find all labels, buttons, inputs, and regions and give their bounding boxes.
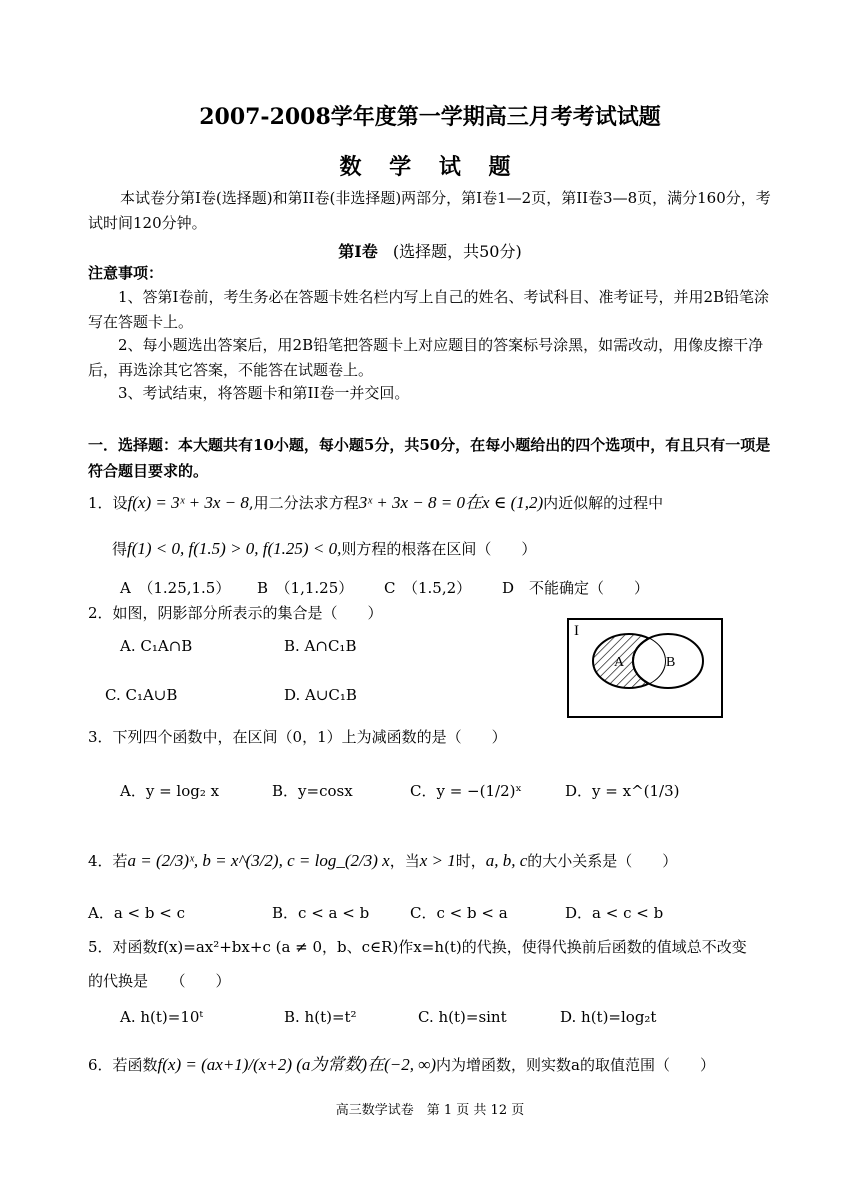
notes-item-3: 3、考试结束，将答题卡和第II卷一并交回。 bbox=[118, 384, 410, 402]
page-footer: 高三数学试卷 第 1 页 共 12 页 bbox=[335, 1103, 525, 1118]
q2-option-c: C. C₁A∪B bbox=[105, 686, 178, 704]
q5-line1: 5．对函数f(x)=ax²+bx+c (a ≠ 0，b、c∈R)作x=h(t)的代换，使得代换前后函数的值域总不改变 bbox=[88, 938, 747, 956]
q1-option-a: A （1.25,1.5） bbox=[120, 579, 231, 597]
page-subtitle: 数 学 试 题 bbox=[339, 154, 521, 180]
intro-paragraph: 本试卷分第I卷(选择题)和第II卷(非选择题)两部分，第I卷1—2页，第II卷3—8页，满分160分，考试时间120分钟。 bbox=[88, 189, 771, 232]
q4-suffix: 的大小关系是（ ） bbox=[527, 852, 678, 870]
q2-stem: 2．如图，阴影部分所表示的集合是（ ） bbox=[88, 604, 383, 622]
q3-stem: 3．下列四个函数中，在区间（0，1）上为减函数的是（ ） bbox=[88, 728, 507, 746]
q4-mid2: 时， bbox=[455, 852, 486, 870]
q4-option-d: D．a < c < b bbox=[565, 904, 664, 922]
q2-option-b: B. A∩C₁B bbox=[284, 637, 357, 655]
q4-option-b: B．c < a < b bbox=[272, 904, 370, 922]
q3-option-b: B．y=cosx bbox=[272, 782, 353, 800]
q1-suffix: 内近似解的过程中 bbox=[543, 494, 664, 512]
q1-formula: f(x) = 3ˣ + 3x − 8 bbox=[127, 493, 249, 512]
q1-option-d: D 不能确定（ ） bbox=[502, 579, 650, 597]
q3-option-d: D．y = x^(1/3) bbox=[565, 782, 680, 800]
q1-equation: 3ˣ + 3x − 8 = 0在x ∈ (1,2) bbox=[358, 493, 544, 512]
q5-option-b: B. h(t)=t² bbox=[284, 1008, 357, 1026]
q1-line2 bbox=[112, 538, 536, 559]
notes-title: 注意事项： bbox=[88, 264, 164, 282]
section-heading bbox=[0, 239, 860, 262]
q4-option-a: A．a < b < c bbox=[88, 904, 185, 922]
q1-line1 bbox=[88, 488, 663, 513]
q4-prefix: 4．若 bbox=[88, 852, 128, 870]
section-heading-rest: (选择题，共50分) bbox=[392, 242, 522, 261]
q2-option-a: A. C₁A∩B bbox=[120, 637, 193, 655]
q5-option-c: C. h(t)=sint bbox=[418, 1008, 507, 1026]
section-heading-bold: 第I卷 bbox=[338, 242, 378, 261]
notes-item-1: 1、答第I卷前，考生务必在答题卡姓名栏内写上自己的姓名、考试科目、准考证号，并用2B铅笔涂写在答题卡上。 bbox=[88, 288, 770, 331]
q3-option-a: A．y = log₂ x bbox=[120, 782, 220, 800]
q4-definitions: a = (2/3)ˣ, b = x^(3/2), c = log_(2/3) x bbox=[127, 851, 390, 870]
q6-suffix: 内为增函数，则实数a的取值范围（ ） bbox=[436, 1056, 715, 1074]
q1-option-c: C （1.5,2） bbox=[384, 579, 472, 597]
q1-line2-prefix: 得 bbox=[112, 540, 128, 558]
notes-item-2: 2、每小题选出答案后，用2B铅笔把答题卡上对应题目的答案标号涂黑，如需改动，用像皮擦干净后，再选涂其它答案，不能答在试题卷上。 bbox=[88, 336, 764, 379]
q4-condition: x > 1 bbox=[419, 851, 456, 870]
venn-diagram bbox=[566, 617, 724, 719]
q5-option-a: A. h(t)=10ᵗ bbox=[120, 1008, 204, 1026]
page-title: 2007-2008学年度第一学期高三月考考试试题 bbox=[199, 104, 661, 130]
q1-option-b: B （1,1.25） bbox=[257, 579, 354, 597]
q6-prefix: 6．若函数 bbox=[88, 1056, 158, 1074]
q5-line2: 的代换是 （ ） bbox=[88, 972, 231, 990]
q1-conditions: f(1) < 0, f(1.5) > 0, f(1.25) < 0, bbox=[127, 539, 342, 558]
q1-line2-suffix: 则方程的根落在区间（ ） bbox=[341, 540, 537, 558]
q1-prefix: 1．设 bbox=[88, 494, 128, 512]
universe-label: I bbox=[574, 623, 579, 639]
q4-option-c: C．c < b < a bbox=[410, 904, 508, 922]
q6-stem bbox=[88, 1050, 715, 1075]
q5-option-d: D. h(t)=log₂t bbox=[560, 1008, 657, 1026]
part-one-heading: 一．选择题：本大题共有10小题，每小题5分，共50分，在每小题给出的四个选项中，有且只有一项是符合题目要求的。 bbox=[88, 436, 771, 480]
q2-option-d: D. A∪C₁B bbox=[284, 686, 357, 704]
q1-mid: ,用二分法求方程 bbox=[248, 494, 359, 512]
q4-variables: a, b, c bbox=[485, 851, 528, 870]
q4-mid: ，当 bbox=[389, 852, 420, 870]
set-a-label: A bbox=[614, 655, 625, 670]
q3-option-c: C．y = −(1/2)ˣ bbox=[410, 782, 522, 800]
q4-stem bbox=[88, 850, 677, 871]
set-b-label: B bbox=[666, 655, 676, 670]
q6-function: f(x) = (ax+1)/(x+2) (a为常数)在(−2, ∞) bbox=[157, 1055, 436, 1074]
